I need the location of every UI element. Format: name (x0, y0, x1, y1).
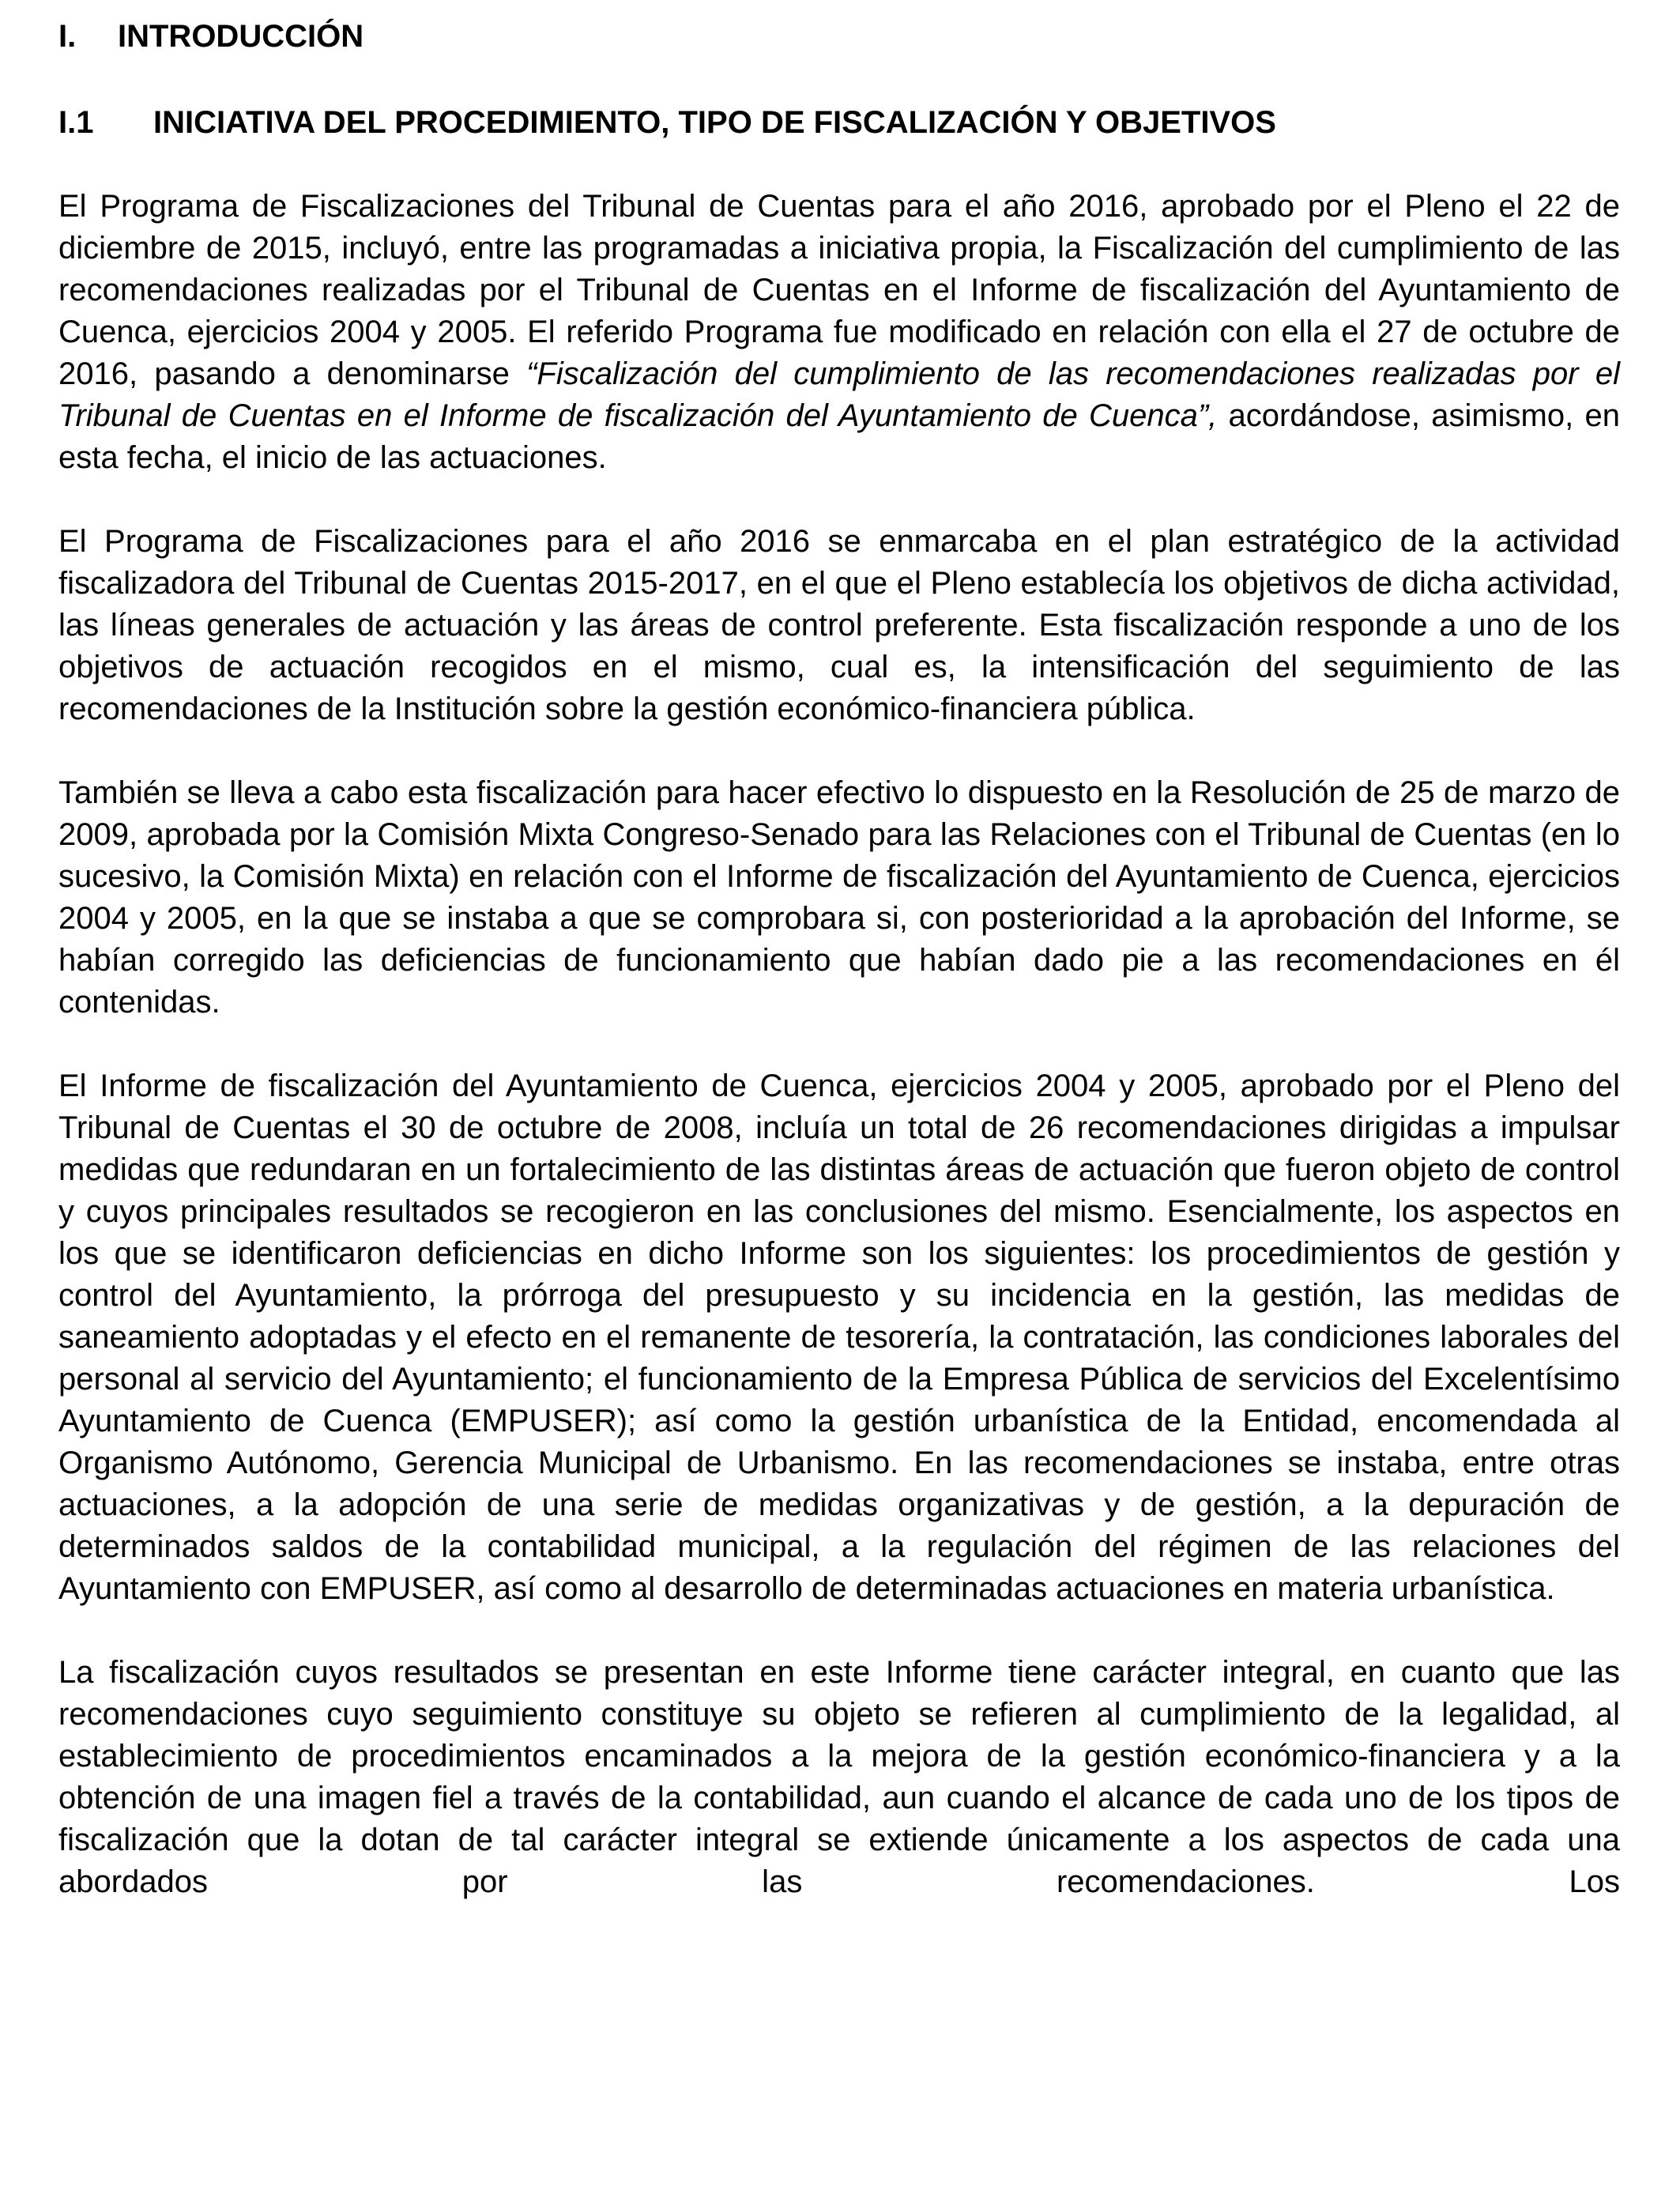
paragraph-1-text-end: acordándose, asimismo, en esta fecha, el inicio de las actuaciones. (58, 398, 1621, 475)
paragraph-3: También se lleva a cabo esta fiscalización para hacer efectivo lo dispuesto en la Resolución de 25 de marzo de 2009, aprobada por la Comisión Mixta Congreso-Senado para las Relaciones con el Tribunal de Cuentas (en lo sucesivo, la Comisión Mixta) en relación con el Informe de fiscalización del Ayuntamiento de Cuenca, ejercicios 2004 y 2005, en la que se instaba a que se comprobara si, con posterioridad a la aprobación del Informe, se habían corregido las deficiencias de funcionamiento que habían dado pie a las recomendaciones en él contenidas. (58, 775, 1620, 1020)
subsection-number: I.1 (58, 105, 94, 140)
document-page (58, 16, 1620, 1903)
paragraph-5: La fiscalización cuyos resultados se presentan en este Informe tiene carácter integral, en cuanto que las recomendaciones cuyo seguimiento constituye su objeto se refieren al cumplimiento de la legalidad, al establecimiento de procedimientos encaminados a la mejora de la gestión económico-financiera y a la obtención de una imagen fiel a través de la contabilidad, aun cuando el alcance de cada uno de los tipos de fiscalización que la dotan de tal carácter integral se extiende únicamente a los aspectos de cada una abordados por las recomendaciones. Los (58, 1655, 1620, 1899)
paragraph-1-italic-title: “Fiscalización del cumplimiento de las recomendaciones realizadas por el Tribunal de Cuentas en el Informe de fiscalización del Ayuntamiento de Cuenca”, (58, 356, 1620, 433)
subsection-heading (58, 102, 1620, 144)
paragraph-1 (58, 186, 1620, 479)
paragraph-2: El Programa de Fiscalizaciones para el año 2016 se enmarcaba en el plan estratégico de la actividad fiscalizadora del Tribunal de Cuentas 2015-2017, en el que el Pleno establecía los objetivos de dicha actividad, las líneas generales de actuación y las áreas de control preferente. Esta fiscalización responde a uno de los objetivos de actuación recogidos en el mismo, cual es, la intensificación del seguimiento de las recomendaciones de la Institución sobre la gestión económico-financiera pública. (58, 524, 1620, 726)
section-title: INTRODUCCIÓN (118, 19, 364, 54)
section-number: I. (58, 19, 77, 54)
paragraph-1-text: El Programa de Fiscalizaciones del Tribunal de Cuentas para el año 2016, aprobado por el Pleno el 22 de diciembre de 2015, incluyó, entre las programadas a iniciativa propia, la Fiscalización del cumplimiento de las recomendaciones realizadas por el Tribunal de Cuentas en el Informe de fiscalización del Ayuntamiento de Cuenca, ejercicios 2004 y 2005. El referido Programa fue modificado en relación con ella el 27 de octubre de 2016, pasando a denominarse (58, 189, 1620, 391)
paragraph-4: El Informe de fiscalización del Ayuntamiento de Cuenca, ejercicios 2004 y 2005, aprobado por el Pleno del Tribunal de Cuentas el 30 de octubre de 2008, incluía un total de 26 recomendaciones dirigidas a impulsar medidas que redundaran en un fortalecimiento de las distintas áreas de actuación que fueron objeto de control y cuyos principales resultados se recogieron en las conclusiones del mismo. Esencialmente, los aspectos en los que se identificaron deficiencias en dicho Informe son los siguientes: los procedimientos de gestión y control del Ayuntamiento, la prórroga del presupuesto y su incidencia en la gestión, las medidas de saneamiento adoptadas y el efecto en el remanente de tesorería, la contratación, las condiciones laborales del personal al servicio del Ayuntamiento; el funcionamiento de la Empresa Pública de servicios del Excelentísimo Ayuntamiento de Cuenca (EMPUSER); así como la gestión urbanística de la Entidad, encomendada al Organismo Autónomo, Gerencia Municipal de Urbanismo. En las recomendaciones se instaba, entre otras actuaciones, a la adopción de una serie de medidas organizativas y de gestión, a la depuración de determinados saldos de la contabilidad municipal, a la regulación del régimen de las relaciones del Ayuntamiento con EMPUSER, así como al desarrollo de determinadas actuaciones en materia urbanística. (58, 1069, 1620, 1606)
section-heading (58, 16, 1620, 58)
subsection-title: INICIATIVA DEL PROCEDIMIENTO, TIPO DE FISCALIZACIÓN Y OBJETIVOS (153, 105, 1276, 140)
